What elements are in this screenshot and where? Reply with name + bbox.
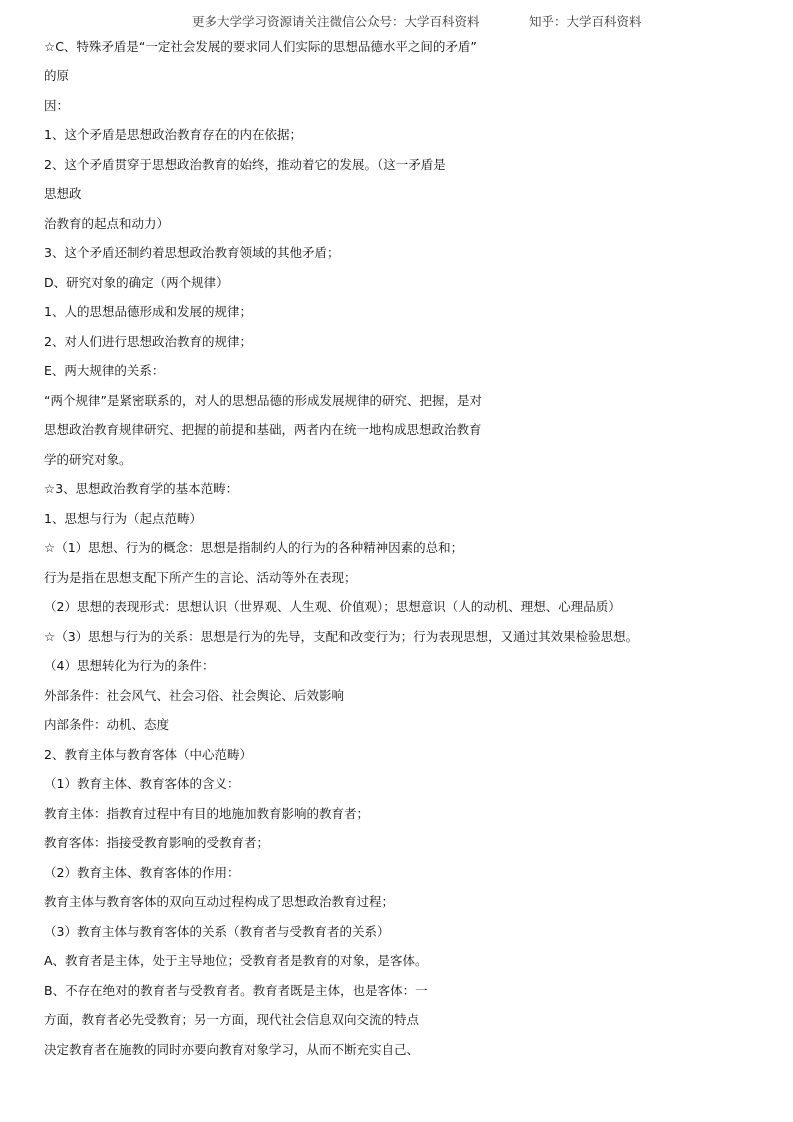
text-line: 2、对人们进行思想政治教育的规律；	[44, 334, 252, 349]
text-line: 决定教育者在施教的同时亦要向教育对象学习，从而不断充实自己、	[44, 1042, 420, 1057]
text-line: A、教育者是主体，处于主导地位；受教育者是教育的对象，是客体。	[44, 953, 428, 968]
text-line: 1、这个矛盾是思想政治教育存在的内在依据；	[44, 127, 302, 142]
text-line: 因：	[44, 98, 70, 113]
text-line: 教育客体：指接受教育影响的受教育者；	[44, 835, 270, 850]
text-line: 3、这个矛盾还制约着思想政治教育领域的其他矛盾；	[44, 245, 340, 260]
text-line: 内部条件：动机、态度	[44, 717, 170, 732]
text-line: B、不存在绝对的教育者与受教育者。教育者既是主体，也是客体：一	[44, 983, 428, 998]
text-line: ☆3、思想政治教育学的基本范畴：	[44, 481, 239, 496]
text-line: 的原	[44, 68, 70, 83]
text-line: ☆C、特殊矛盾是“一定社会发展的要求同人们实际的思想品德水平之间的矛盾”	[44, 39, 477, 54]
text-line: （2）思想的表现形式：思想认识（世界观、人生观、价值观）；思想意识（人的动机、理想、心理品质）	[44, 599, 621, 614]
text-line: ☆（3）思想与行为的关系：思想是行为的先导，支配和改变行为；行为表现思想，又通过其效果检验思想。	[44, 629, 639, 644]
text-line: 思想政治教育规律研究、把握的前提和基础，两者内在统一地构成思想政治教育	[44, 422, 482, 437]
text-line: （1）教育主体、教育客体的含义：	[44, 776, 240, 791]
text-line: 2、教育主体与教育客体（中心范畴）	[44, 747, 252, 762]
text-line: 外部条件：社会风气、社会习俗、社会舆论、后效影响	[44, 688, 345, 703]
text-line: 思想政	[44, 186, 82, 201]
text-line: “两个规律”是紧密联系的，对人的思想品德的形成发展规律的研究、把握，是对	[44, 393, 482, 408]
text-line: （4）思想转化为行为的条件：	[44, 658, 215, 673]
page-header	[0, 12, 793, 32]
text-line: 行为是指在思想支配下所产生的言论、活动等外在表现；	[44, 570, 357, 585]
text-line: 2、这个矛盾贯穿于思想政治教育的始终，推动着它的发展。（这一矛盾是	[44, 157, 446, 172]
text-line: （3）教育主体与教育客体的关系（教育者与受教育者的关系）	[44, 924, 390, 939]
text-line: D、研究对象的确定（两个规律）	[44, 275, 229, 290]
text-line: 教育主体与教育客体的双向互动过程构成了思想政治教育过程；	[44, 894, 395, 909]
header-zhihu-note: 知乎：大学百科资料	[529, 14, 642, 29]
text-line: 方面，教育者必先受教育；另一方面，现代社会信息双向交流的特点	[44, 1012, 420, 1027]
text-line: 治教育的起点和动力）	[44, 216, 170, 231]
text-line: 1、思想与行为（起点范畴）	[44, 511, 202, 526]
text-line: 学的研究对象。	[44, 452, 132, 467]
header-wechat-note: 更多大学学习资源请关注微信公众号：大学百科资料	[192, 14, 480, 29]
text-line: 教育主体：指教育过程中有目的地施加教育影响的教育者；	[44, 806, 370, 821]
text-line: E、两大规律的关系：	[44, 363, 165, 378]
text-line: 1、人的思想品德形成和发展的规律；	[44, 304, 252, 319]
text-line: ☆（1）思想、行为的概念：思想是指制约人的行为的各种精神因素的总和；	[44, 540, 464, 555]
text-line: （2）教育主体、教育客体的作用：	[44, 865, 240, 880]
